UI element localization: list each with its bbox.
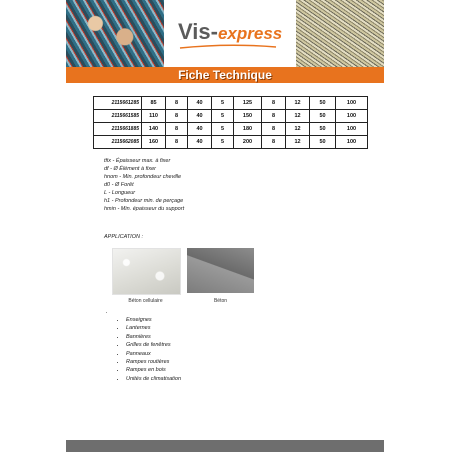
- list-item: • Rampes en bois: [126, 366, 181, 374]
- table-cell: 50: [310, 97, 336, 110]
- list-item: • Lanternes: [126, 324, 181, 332]
- table-cell: 5: [212, 97, 234, 110]
- brand-logo: [178, 18, 283, 46]
- list-item: • Grilles de fenêtres: [126, 341, 181, 349]
- table-cell: 125: [234, 97, 262, 110]
- table-cell: 100: [336, 97, 368, 110]
- legend-item: hnom - Min. profondeur cheville: [104, 174, 182, 180]
- table-cell: 85: [142, 97, 166, 110]
- list-item: • Rampes routières: [126, 358, 181, 366]
- legend-item: L - Longueur: [104, 190, 136, 196]
- table-cell-reference: 2115661885: [94, 123, 142, 136]
- table-cell: 180: [234, 123, 262, 136]
- table-cell: 160: [142, 136, 166, 149]
- table-row: [94, 110, 368, 123]
- aerated-concrete-caption: Béton cellulaire: [128, 298, 163, 304]
- table-cell: 8: [262, 97, 286, 110]
- table-cell: 110: [142, 110, 166, 123]
- table-cell: 8: [262, 123, 286, 136]
- concrete-image: [187, 248, 254, 293]
- table-cell: 140: [142, 123, 166, 136]
- table-cell: 12: [286, 97, 310, 110]
- table-cell-reference: 2115661285: [94, 97, 142, 110]
- table-cell: 12: [286, 123, 310, 136]
- table-cell: 40: [188, 110, 212, 123]
- datasheet-page: [66, 0, 384, 452]
- table-cell: 100: [336, 136, 368, 149]
- table-cell: 50: [310, 123, 336, 136]
- table-row: [94, 97, 368, 110]
- logo-main: Vis-: [178, 19, 218, 44]
- table-cell: 100: [336, 110, 368, 123]
- legend-item: d0 - Ø Forêt: [104, 182, 134, 188]
- list-item: • Bannières: [126, 333, 181, 341]
- table-cell: 8: [166, 136, 188, 149]
- legend-item: df - Ø Élément à fixer: [104, 166, 156, 172]
- uses-list: [106, 316, 181, 383]
- logo-swoosh-icon: [178, 44, 278, 50]
- table-cell-reference: 2115662085: [94, 136, 142, 149]
- legend-item: hmin - Min. épaisseur du support: [104, 206, 185, 212]
- table-cell: 8: [166, 123, 188, 136]
- list-item: • Panneaux: [126, 350, 181, 358]
- page-title: Fiche Technique: [66, 67, 384, 83]
- table-cell: 12: [286, 136, 310, 149]
- table-cell: 12: [286, 110, 310, 123]
- table-cell: 50: [310, 110, 336, 123]
- aerated-concrete-image: [112, 248, 181, 295]
- table-cell: 200: [234, 136, 262, 149]
- legend: [104, 157, 304, 213]
- concrete-caption: Béton: [213, 298, 228, 304]
- table-row: [94, 123, 368, 136]
- table-cell: 5: [212, 123, 234, 136]
- footer-bar: [66, 440, 384, 452]
- table-cell: 5: [212, 110, 234, 123]
- spec-table: [93, 96, 368, 149]
- legend-item: tfix - Épaisseur max. à fixer: [104, 158, 171, 164]
- table-cell: 8: [166, 97, 188, 110]
- header: [66, 0, 384, 82]
- table-cell: 150: [234, 110, 262, 123]
- table-cell: 100: [336, 123, 368, 136]
- table-cell: 8: [262, 110, 286, 123]
- table-cell: 50: [310, 136, 336, 149]
- dot-mark: [106, 312, 107, 313]
- table-row: [94, 136, 368, 149]
- list-item: • Unités de climatisation: [126, 375, 181, 383]
- table-cell: 5: [212, 136, 234, 149]
- tools-photo: [66, 0, 164, 67]
- logo-accent: express: [217, 24, 283, 43]
- legend-item: h1 - Profondeur min. de perçage: [104, 198, 184, 204]
- table-cell: 8: [166, 110, 188, 123]
- table-cell: 40: [188, 123, 212, 136]
- table-cell: 40: [188, 136, 212, 149]
- list-item: • Enseignes: [126, 316, 181, 324]
- application-title: APPLICATION :: [104, 234, 144, 240]
- table-cell: 8: [262, 136, 286, 149]
- table-cell: 40: [188, 97, 212, 110]
- table-cell-reference: 2115661585: [94, 110, 142, 123]
- screws-photo: [296, 0, 384, 67]
